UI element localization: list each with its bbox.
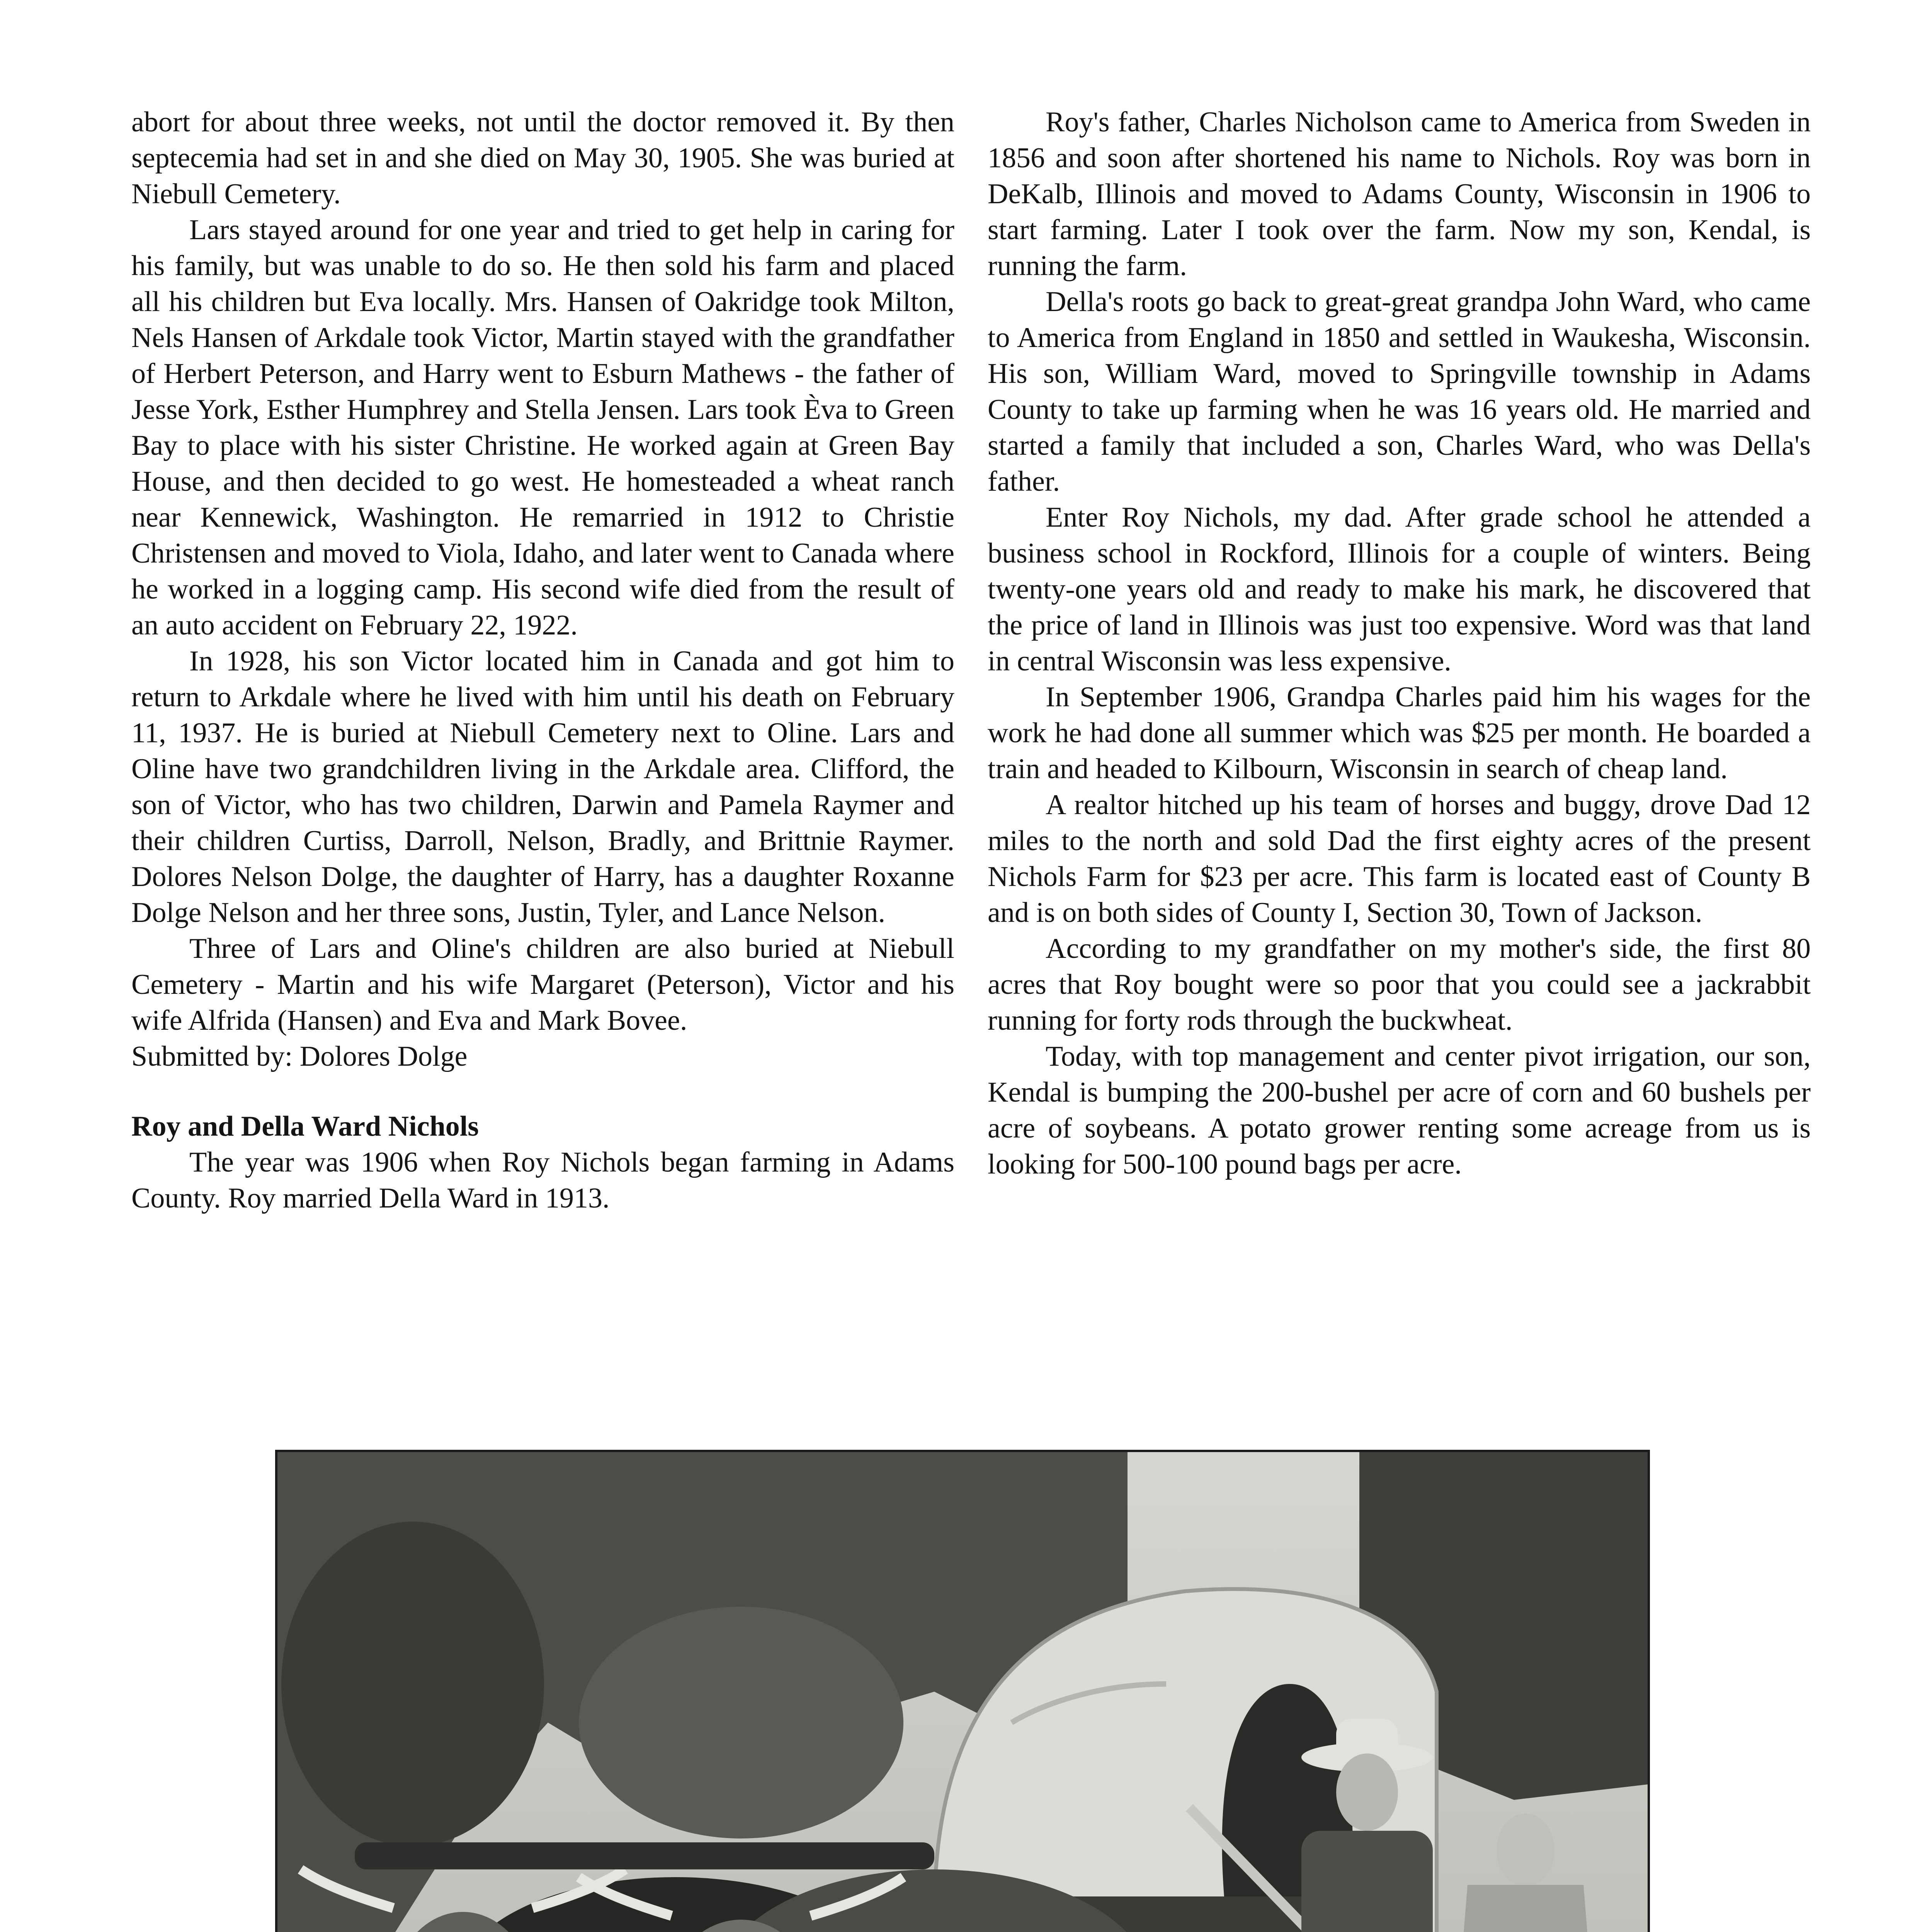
paragraph: abort for about three weeks, not until the doctor removed it. By then septecemia had set in and she died on May 30, 1905. She was buried at Niebull Cemetery. <box>131 106 954 210</box>
left-column <box>131 104 954 1216</box>
oxen-wagon-photo <box>275 1450 1650 1932</box>
section-heading: Roy and Della Ward Nichols <box>131 1111 479 1142</box>
photo-illustration <box>277 1452 1648 1932</box>
paragraph: According to my grandfather on my mother's side, the first 80 acres that Roy bought were so poor that you could see a jackrabbit running for forty rods through the buckwheat. <box>988 933 1811 1036</box>
paragraph: In 1928, his son Victor located him in Canada and got him to return to Arkdale where he lived with him until his death on February 11, 1937. He is buried at Niebull Cemetery next to Oline. Lars and Oline have two grandchildren living in the Arkdale area. Clifford, the son of Victor, who has two children, Darwin and Pamela Raymer and their children Curtiss, Darroll, Nelson, Bradly, and Brittnie Raymer. Dolores Nelson Dolge, the daughter of Harry, has a daughter Roxanne Dolge Nelson and her three sons, Justin, Tyler, and Lance Nelson. <box>131 645 954 929</box>
paragraph: Lars stayed around for one year and tried to get help in caring for his family, but was unable to do so. He then sold his farm and placed all his children but Eva locally. Mrs. Hansen of Oakridge took Milton, Nels Hansen of Arkdale took Victor, Martin stayed with the grandfather of Herbert Peterson, and Harry went to Esburn Mathews - the father of Jesse York, Esther Humphrey and Stella Jensen. Lars took Èva to Green Bay to place with his sister Christine. He worked again at Green Bay House, and then decided to go west. He homesteaded a wheat ranch near Kennewick, Washington. He remarried in 1912 to Christie Christensen and moved to Viola, Idaho, and later went to Canada where he worked in a logging camp. His second wife died from the result of an auto accident on February 22, 1922. <box>131 214 954 641</box>
paragraph: Roy's father, Charles Nicholson came to America from Sweden in 1856 and soon after shortened his name to Nichols. Roy was born in DeKalb, Illinois and moved to Adams County, Wisconsin in 1906 to start farming. Later I took over the farm. Now my son, Kendal, is running the farm. <box>988 106 1811 282</box>
paragraph: Three of Lars and Oline's children are also buried at Niebull Cemetery - Martin and his wife Margaret (Peterson), Victor and his wife Alfrida (Hansen) and Eva and Mark Bovee. <box>131 933 954 1036</box>
paragraph: Today, with top management and center pivot irrigation, our son, Kendal is bumping the 200-bushel per acre of corn and 60 bushels per acre of soybeans. A potato grower renting some acreage from us is looking for 500-100 pound bags per acre. <box>988 1041 1811 1180</box>
submitted-by: Submitted by: Dolores Dolge <box>131 1041 468 1072</box>
right-column <box>988 104 1811 1182</box>
paragraph: Enter Roy Nichols, my dad. After grade school he attended a business school in Rockford, Illinois for a couple of winters. Being twenty-one years old and ready to make his mark, he discovered that the price of land in Illinois was just too expensive. Word was that land in central Wisconsin was less expensive. <box>988 502 1811 677</box>
paragraph: Della's roots go back to great-great grandpa John Ward, who came to America from England in 1850 and settled in Waukesha, Wisconsin. His son, William Ward, moved to Springville township in Adams County to take up farming when he was 16 years old. He married and started a family that included a son, Charles Ward, who was Della's father. <box>988 286 1811 497</box>
paragraph: A realtor hitched up his team of horses and buggy, drove Dad 12 miles to the north and sold Dad the first eighty acres of the present Nichols Farm for $23 per acre. This farm is located east of County B and is on both sides of County I, Section 30, Town of Jackson. <box>988 789 1811 929</box>
paragraph: In September 1906, Grandpa Charles paid him his wages for the work he had done all summer which was $25 per month. He boarded a train and headed to Kilbourn, Wisconsin in search of cheap land. <box>988 681 1811 785</box>
paragraph: The year was 1906 when Roy Nichols began farming in Adams County. Roy married Della Ward in 1913. <box>131 1146 954 1214</box>
